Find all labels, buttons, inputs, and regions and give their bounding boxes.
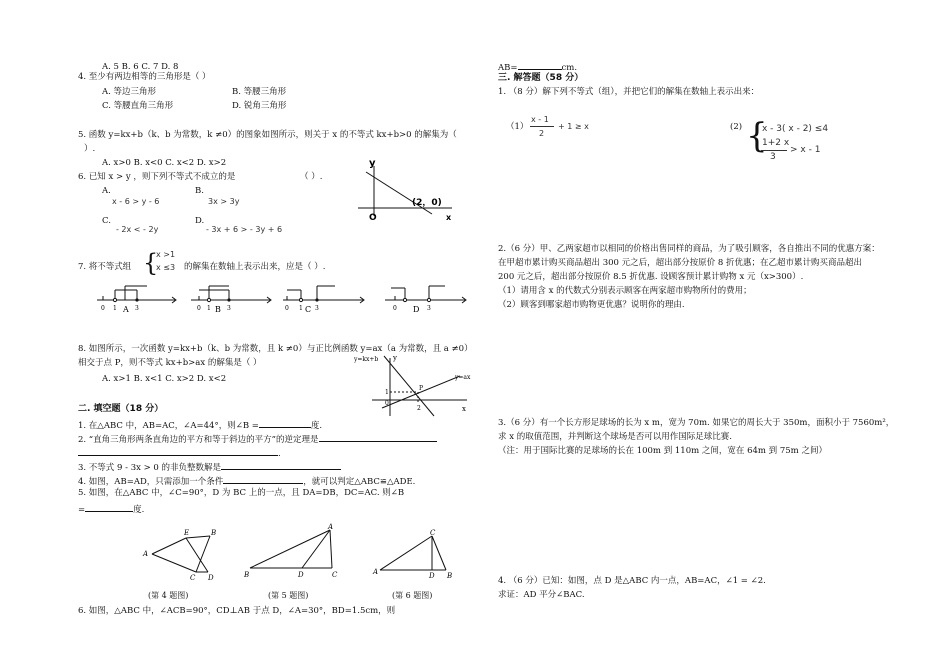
fig5-label-c: C xyxy=(332,571,338,578)
s3-line2: 求 x 的取值范围，并判断这个球场是否可以用作国际足球比赛. xyxy=(498,432,732,442)
fig6-diagram xyxy=(370,528,465,580)
nl-b-1: 1 xyxy=(207,305,211,312)
q6-paren: （ ）. xyxy=(300,172,323,182)
fig5-diagram xyxy=(240,522,350,578)
nl-a-3: 3 xyxy=(135,305,139,312)
nl-c-0: 0 xyxy=(285,305,289,312)
q5-options: A. x>0 B. x<0 C. x<2 D. x>2 xyxy=(102,158,227,168)
s1-1-denominator: 2 xyxy=(539,129,545,138)
fig5-label-d: D xyxy=(298,571,304,578)
s1-1-rest: + 1 ≥ x xyxy=(558,122,589,131)
g8-x-label: x xyxy=(462,405,466,413)
s4-line1: 4. （6 分）已知：如图，点 D 是△ABC 内一点，AB=AC，∠1 = ∠2. xyxy=(498,576,766,586)
q7-number-line-options xyxy=(95,282,475,318)
s1-1-fraction-bar xyxy=(530,126,554,127)
s1-2-brace: { xyxy=(746,116,768,156)
s3-line1: 3.（6 分）有一个长方形足球场的长为 x m，宽为 70m. 如果它的周长大于 350m，面积小于 7560m²， xyxy=(498,418,895,428)
s1-2-rest: > x - 1 xyxy=(790,145,821,155)
f2-cont: . xyxy=(78,446,281,460)
q6-d-label: D. xyxy=(195,216,205,226)
s1-2-numerator: 1+2 x xyxy=(762,138,790,148)
nl-a-letter: A xyxy=(123,305,129,314)
q7-stem-b: 的解集在数轴上表示出来，应是（ ）. xyxy=(184,262,326,272)
nl-b-0: 0 xyxy=(197,305,201,312)
s1-2-label: (2) xyxy=(730,122,743,132)
s2-line3: 200 元之后，超出部分按原价 8.5 折优惠. 设顾客预计累计购物 x 元（x>300）. xyxy=(498,272,804,282)
s2-part1: （1）请用含 x 的代数式分别表示顾客在两家超市购物所付的费用； xyxy=(498,286,752,296)
ab-line: AB= cm. xyxy=(498,60,577,74)
g8-p-label: P xyxy=(419,385,424,392)
graph5-origin-label: O xyxy=(369,213,377,223)
q6-b-label: B. xyxy=(195,186,204,196)
fig6-label-c: C xyxy=(430,529,436,537)
g8-0-label: 0 xyxy=(385,400,389,407)
q7-system-1: x >1 xyxy=(156,250,176,259)
q8-options: A. x>1 B. x<1 C. x>2 D. x<2 xyxy=(102,374,227,384)
q4-option-a: A. 等边三角形 xyxy=(102,87,157,97)
q6-d: - 3x + 6 > - 3y + 6 xyxy=(206,225,283,234)
section-2-heading: 二. 填空题（18 分） xyxy=(78,404,164,414)
q8-stem-a: 8. 如图所示，一次函数 y=kx+b（k、b 为常数，且 k ≠0）与正比例函数 y=ax（a 为常数，且 a ≠0） xyxy=(78,344,473,354)
f5-cont: = 度. xyxy=(78,502,144,516)
nl-d-0: 0 xyxy=(393,305,397,312)
fig4-diagram xyxy=(140,522,230,582)
q6-c-label: C. xyxy=(102,216,111,226)
g8-1-label: 1 xyxy=(385,389,389,396)
nl-a-1: 1 xyxy=(113,305,117,312)
g8-2-label: 2 xyxy=(417,405,421,412)
f5: 5. 如图，在△ABC 中，∠C=90°，D 为 BC 上的一点，且 DA=DB，DC=AC. 则∠B xyxy=(78,488,405,498)
q6-c: - 2x < - 2y xyxy=(116,225,159,234)
s1-1-label: （1） xyxy=(506,122,529,132)
fig4-label-b: B xyxy=(211,529,217,537)
q4-option-b: B. 等腰三角形 xyxy=(232,87,287,97)
nl-b-3: 3 xyxy=(227,305,231,312)
nl-c-letter: C xyxy=(305,305,312,314)
s1-2-fraction-bar xyxy=(761,150,787,151)
s1-2-line1: x - 3( x - 2) ≤4 xyxy=(762,124,829,134)
fig5-caption: (第 5 题图) xyxy=(268,591,309,600)
q5-stem-end: ）. xyxy=(84,144,96,154)
nl-c-3: 3 xyxy=(315,305,319,312)
nl-b-letter: B xyxy=(215,305,221,314)
s2-line2: 在甲超市累计购买商品超出 300 元之后，超出部分按原价 8 折优惠；在乙超市累计购买商品超出 xyxy=(498,258,862,268)
nl-d-letter: D xyxy=(413,305,420,314)
s3-note: （注：用于国际比赛的足球场的长在 100m 到 110m 之间，宽在 64m 到 75m 之间） xyxy=(498,446,827,456)
q8-function-graph xyxy=(352,352,477,420)
g8-line2-label: y=ax xyxy=(455,374,471,381)
s2-line1: 2.（6 分）甲、乙两家超市以相同的价格出售同样的商品，为了吸引顾客，各自推出不同的优惠方案： xyxy=(498,244,880,254)
fig5-label-b: B xyxy=(244,571,250,578)
s4-line2: 求证：AD 平分∠BAC. xyxy=(498,590,585,600)
f4: 4. 如图，AB=AD，只需添加一个条件 ，就可以判定△ABC≌△ADE. xyxy=(78,474,415,488)
fig4-label-a: A xyxy=(143,550,149,558)
s1-2-denominator: 3 xyxy=(770,152,776,162)
q4-stem: 4. 至少有两边相等的三角形是（ ） xyxy=(78,72,211,82)
section-3-heading: 三. 解答题（58 分） xyxy=(498,73,584,83)
q4-option-c: C. 等腰直角三角形 xyxy=(102,101,174,111)
graph5-x-label: x xyxy=(446,213,452,222)
g8-line1-label: y=kx+b xyxy=(354,356,379,363)
fig5-label-a: A xyxy=(328,523,334,531)
fig6-label-d: D xyxy=(429,572,435,580)
f1: 1. 在△ABC 中，AB=AC，∠A=44°，则∠B = 度. xyxy=(78,418,322,432)
s1-1-numerator: x - 1 xyxy=(531,115,549,124)
q4-option-d: D. 锐角三角形 xyxy=(232,101,287,111)
nl-c-1: 1 xyxy=(299,305,303,312)
q6-b: 3x > 3y xyxy=(208,197,240,206)
q5-stem: 5. 函数 y=kx+b（k、b 为常数，k ≠0）的图象如图所示，则关于 x 的不等式 kx+b>0 的解集为（ xyxy=(78,130,457,140)
q7-stem-a: 7. 将不等式组 xyxy=(78,262,132,272)
fig6-caption: (第 6 题图) xyxy=(392,591,433,600)
fig4-label-c: C xyxy=(190,574,196,582)
s1-stem: 1. （8 分）解下列不等式（组），并把它们的解集在数轴上表示出来： xyxy=(498,87,760,97)
s2-part2: （2）顾客到哪家超市购物更优惠？说明你的理由. xyxy=(498,300,685,310)
fig6-label-a: A xyxy=(373,568,379,576)
f6: 6. 如图，△ABC 中，∠ACB=90°，CD⊥AB 于点 D，∠A=30°，BD=1.5cm，则 xyxy=(78,606,396,616)
f3: 3. 不等式 9 - 3x > 0 的非负整数解是 xyxy=(78,460,341,474)
q8-stem-b: 相交于点 P，则不等式 kx+b>ax 的解集是（ ） xyxy=(78,358,262,368)
q3-options: A. 5 B. 6 C. 7 D. 8 xyxy=(102,62,179,72)
fig4-label-d: D xyxy=(208,574,214,582)
q6-a-label: A. xyxy=(102,186,111,196)
fig6-label-b: B xyxy=(447,572,453,580)
q7-brace: { xyxy=(143,249,159,277)
graph5-y-label: y xyxy=(369,158,376,169)
q6-stem: 6. 已知 x > y ，则下列不等式不成立的是 xyxy=(78,172,236,182)
fig4-caption: (第 4 题图) xyxy=(148,591,189,600)
q6-a: x - 6 > y - 6 xyxy=(112,197,160,206)
g8-y-label: y xyxy=(393,354,397,362)
q7-system-2: x ≤3 xyxy=(156,263,176,272)
q5-function-graph xyxy=(352,158,457,223)
nl-a-0: 0 xyxy=(101,305,105,312)
graph5-point-label: (2，0) xyxy=(412,198,442,208)
nl-d-3: 3 xyxy=(427,305,431,312)
fig4-label-e: E xyxy=(184,529,190,537)
f2: 2. “直角三角形两条直角边的平方和等于斜边的平方”的逆定理是 xyxy=(78,432,437,446)
